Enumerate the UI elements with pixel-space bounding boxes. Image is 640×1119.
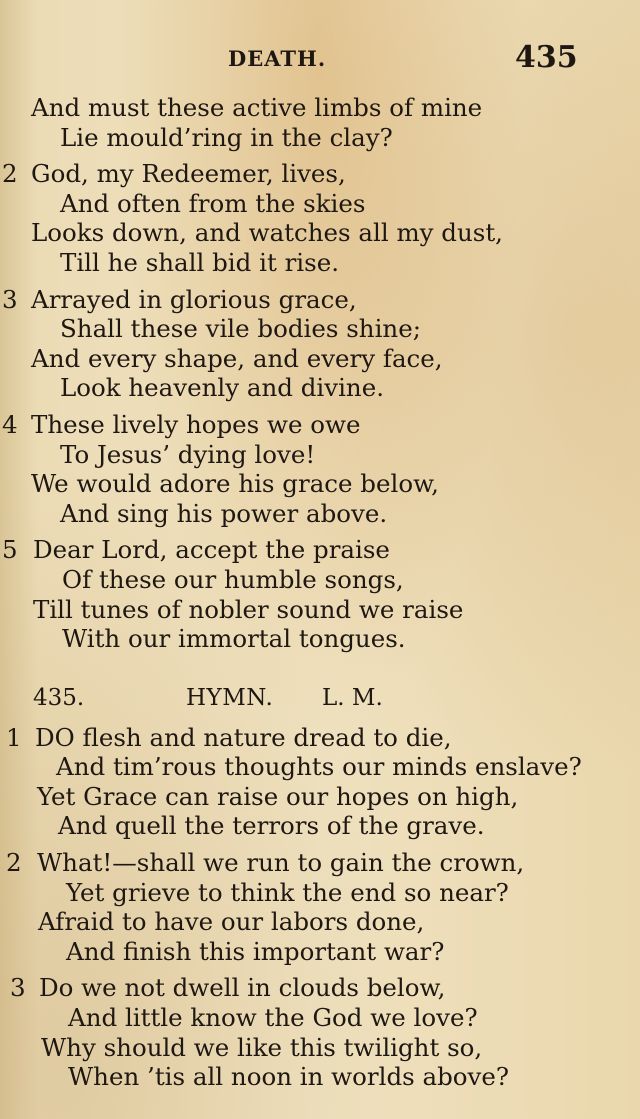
- hymn-meter: L. M.: [322, 684, 383, 711]
- stanza-first-line: 1 DO flesh and nature dread to die,: [6, 722, 452, 752]
- hymn-number: 435.: [33, 684, 85, 711]
- stanza-first-line: 4 These lively hopes we owe: [2, 409, 361, 439]
- hymn-title: HYMN.: [186, 684, 274, 711]
- verse-line: And quell the terrors of the grave.: [58, 811, 485, 841]
- stanza-number: 2: [6, 848, 22, 878]
- verse-line: Till tunes of nobler sound we raise: [33, 594, 464, 624]
- verse-line: Looks down, and watches all my dust,: [31, 218, 503, 248]
- stanza-first-line: 3 Do we not dwell in clouds below,: [10, 973, 446, 1003]
- page-number: 435: [515, 40, 578, 75]
- page-header: [0, 40, 640, 80]
- verse-line: We would adore his grace below,: [31, 469, 439, 499]
- verse-line: Afraid to have our labors done,: [38, 907, 425, 937]
- verse-line: Shall these vile bodies shine;: [60, 314, 421, 344]
- verse-line: Yet grieve to think the end so near?: [66, 877, 509, 907]
- verse-line: And little know the God we love?: [68, 1003, 478, 1033]
- stanza-first-line: 2 God, my Redeemer, lives,: [2, 159, 346, 189]
- verse-line: Why should we like this twilight so,: [41, 1032, 483, 1062]
- stanza-number: 3: [10, 973, 26, 1003]
- verse-line: And tim’rous thoughts our minds enslave?: [56, 752, 582, 782]
- verse-line: To Jesus’ dying love!: [60, 439, 316, 469]
- stanza-number: 2: [2, 159, 18, 189]
- running-title: DEATH.: [228, 46, 327, 71]
- verse-line: Till he shall bid it rise.: [60, 247, 339, 277]
- page-text: [0, 93, 640, 1092]
- verse-line: And finish this important war?: [66, 936, 445, 966]
- verse-line: Of these our humble songs,: [62, 564, 404, 594]
- verse-line: Lie mould’ring in the clay?: [60, 122, 393, 152]
- verse-line: Yet Grace can raise our hopes on high,: [37, 781, 519, 811]
- stanza-first-line: 2 What!—shall we run to gain the crown,: [6, 848, 525, 878]
- verse-line: And sing his power above.: [60, 498, 388, 528]
- stanza-first-line: 5 Dear Lord, accept the praise: [2, 535, 390, 565]
- verse-line: Look heavenly and divine.: [60, 373, 384, 403]
- verse-line: With our immortal tongues.: [62, 624, 406, 654]
- stanza-number: 5: [2, 535, 18, 565]
- stanza-number: 4: [2, 409, 18, 439]
- verse-line: And often from the skies: [60, 188, 366, 218]
- verse-line: When ’tis all noon in worlds above?: [68, 1062, 509, 1092]
- hymn-heading: [0, 680, 640, 716]
- stanza-number: 3: [2, 284, 18, 314]
- verse-line: And must these active limbs of mine: [31, 93, 483, 122]
- stanza-first-line: 3 Arrayed in glorious grace,: [2, 284, 357, 314]
- verse-line: And every shape, and every face,: [31, 343, 443, 373]
- stanza-number: 1: [6, 722, 22, 752]
